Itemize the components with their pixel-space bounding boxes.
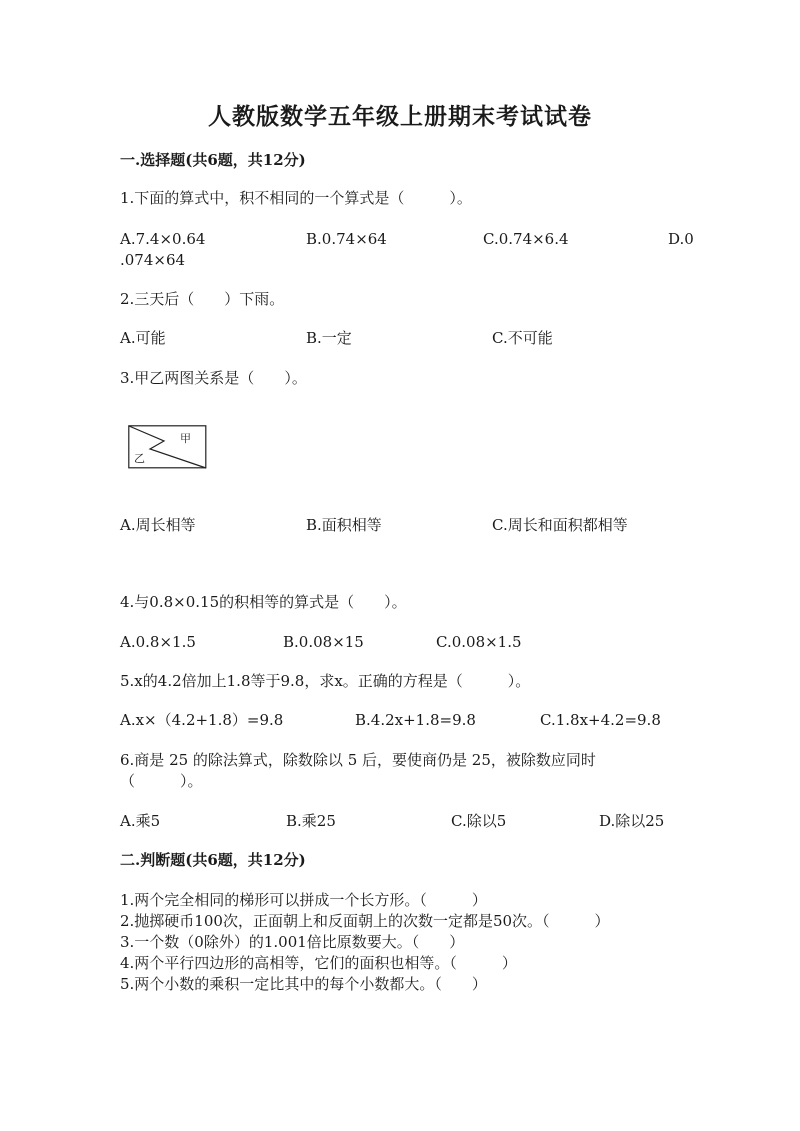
question-4-option-c: C.0.08×1.5 bbox=[436, 633, 522, 651]
figure-label-yi: 乙 bbox=[134, 452, 145, 465]
question-6-stem-cont: （ ）。 bbox=[120, 772, 203, 790]
section-heading-choice: 一.选择题(共6题，共12分) bbox=[120, 151, 306, 169]
question-6-option-d: D.除以25 bbox=[599, 812, 665, 830]
question-4-option-a: A.0.8×1.5 bbox=[120, 633, 196, 651]
question-4-option-b: B.0.08×15 bbox=[283, 633, 364, 651]
question-2-option-b: B.一定 bbox=[306, 329, 352, 347]
question-1-option-b: B.0.74×64 bbox=[306, 230, 387, 248]
question-3-option-c: C.周长和面积都相等 bbox=[492, 516, 628, 534]
judgment-item-3: 3.一个数（0除外）的1.001倍比原数要大。（ ） bbox=[120, 933, 465, 951]
section-heading-judgment: 二.判断题(共6题，共12分) bbox=[120, 851, 306, 869]
question-6-option-b: B.乘25 bbox=[286, 812, 336, 830]
question-6-stem: 6.商是 25 的除法算式，除数除以 5 后，要使商仍是 25，被除数应同时 bbox=[120, 751, 596, 769]
figure-label-jia: 甲 bbox=[180, 432, 191, 445]
question-5-option-c: C.1.8x+4.2=9.8 bbox=[540, 711, 661, 729]
question-5-option-b: B.4.2x+1.8=9.8 bbox=[355, 711, 476, 729]
question-1-option-c: C.0.74×6.4 bbox=[483, 230, 569, 248]
judgment-item-4: 4.两个平行四边形的高相等，它们的面积也相等。（ ） bbox=[120, 954, 517, 972]
judgment-item-5: 5.两个小数的乘积一定比其中的每个小数都大。（ ） bbox=[120, 975, 487, 993]
question-6-option-c: C.除以5 bbox=[451, 812, 507, 830]
page-title: 人教版数学五年级上册期末考试试卷 bbox=[208, 103, 592, 130]
judgment-item-2: 2.抛掷硬币100次，正面朝上和反面朝上的次数一定都是50次。（ ） bbox=[120, 912, 610, 930]
question-3-figure bbox=[128, 425, 208, 469]
question-6-option-a: A.乘5 bbox=[120, 812, 161, 830]
question-5-option-a: A.x×（4.2+1.8）=9.8 bbox=[120, 711, 284, 729]
question-3-option-a: A.周长相等 bbox=[120, 516, 196, 534]
question-2-option-a: A.可能 bbox=[120, 329, 166, 347]
question-1-option-a: A.7.4×0.64 bbox=[120, 230, 206, 248]
question-5-stem: 5.x的4.2倍加上1.8等于9.8，求x。正确的方程是（ ）。 bbox=[120, 672, 531, 690]
question-3-option-b: B.面积相等 bbox=[306, 516, 382, 534]
judgment-item-1: 1.两个完全相同的梯形可以拼成一个长方形。（ ） bbox=[120, 891, 487, 909]
question-4-stem: 4.与0.8×0.15的积相等的算式是（ ）。 bbox=[120, 593, 407, 611]
question-1-option-d: D.0 bbox=[668, 230, 694, 248]
question-2-stem: 2.三天后（ ）下雨。 bbox=[120, 290, 285, 308]
question-1-stem: 1.下面的算式中，积不相同的一个算式是（ ）。 bbox=[120, 189, 472, 207]
question-3-stem: 3.甲乙两图关系是（ ）。 bbox=[120, 369, 307, 387]
question-2-option-c: C.不可能 bbox=[492, 329, 553, 347]
question-1-option-d-cont: .074×64 bbox=[120, 251, 186, 269]
